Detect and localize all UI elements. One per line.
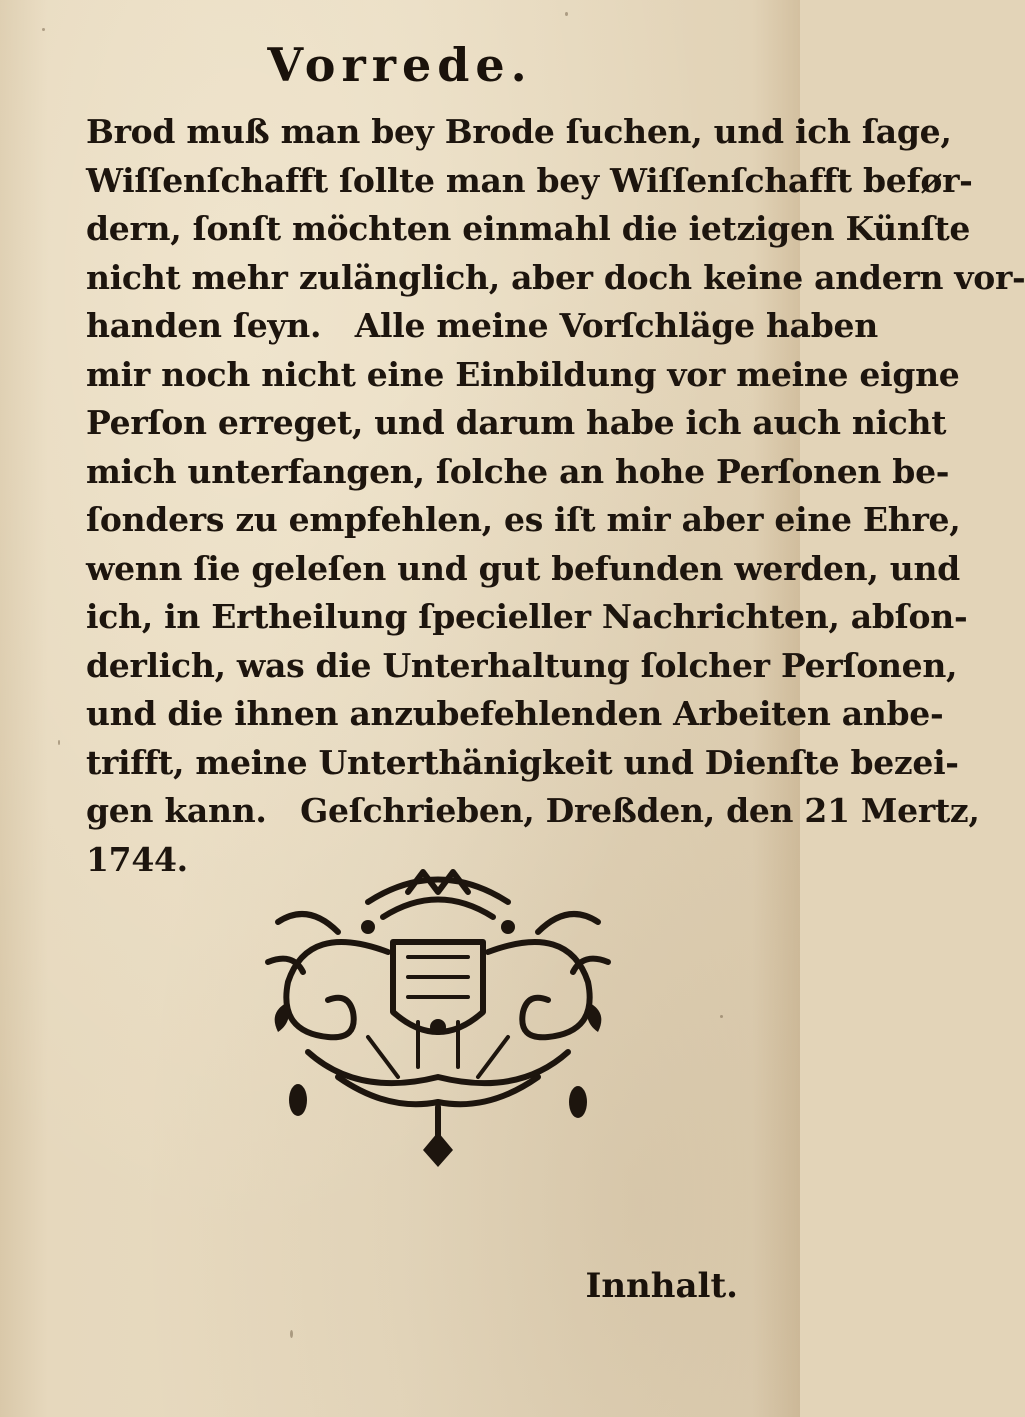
text-line: gen kann. Geſchrieben, Dreßden, den 21 Mertz, <box>86 791 980 830</box>
floral-vignette-icon <box>248 862 628 1172</box>
text-line: dern, ſonſt möchten einmahl die ietzigen Künſte <box>86 209 971 248</box>
paper-speck <box>42 28 45 31</box>
paper-speck <box>565 12 568 16</box>
text-line: mich unterfangen, ſolche an hohe Perſonen be- <box>86 451 950 491</box>
text-line: wenn ſie geleſen und gut befunden werden, und <box>86 548 960 588</box>
preface-text-block <box>86 108 1025 884</box>
paper-speck <box>720 1015 723 1018</box>
text-line: derlich, was die Unterhaltung ſolcher Perſonen, <box>86 645 958 685</box>
text-line: und die ihnen anzubefehlenden Arbeiten anbe- <box>86 694 944 733</box>
text-line: mir noch nicht eine Einbildung vor meine eigne <box>86 354 960 394</box>
paper-speck <box>58 740 60 745</box>
text-line: ſonders zu empfehlen, es iſt mir aber eine Ehre, <box>86 500 961 539</box>
text-line: 1744. <box>86 839 188 879</box>
catchword: Innhalt. <box>585 1266 738 1306</box>
paper-speck <box>290 1330 293 1338</box>
text-line: ich, in Ertheilung ſpecieller Nachrichten, abſon- <box>86 597 968 636</box>
page-heading: Vorrede. <box>267 38 533 92</box>
text-line: trifft, meine Unterthänigkeit und Dienſte bezei- <box>86 742 959 782</box>
text-line: handen ſeyn. Alle meine Vorſchläge haben <box>86 306 878 345</box>
text-line: Perſon erreget, und darum habe ich auch nicht <box>86 403 947 442</box>
text-line: nicht mehr zulänglich, aber doch keine andern vor- <box>86 257 1025 297</box>
text-line: Wiſſenſchafft ſollte man bey Wiſſenſchafft befør- <box>86 160 973 200</box>
text-line: Brod muß man bey Brode ſuchen, und ich ſage, <box>86 112 952 151</box>
